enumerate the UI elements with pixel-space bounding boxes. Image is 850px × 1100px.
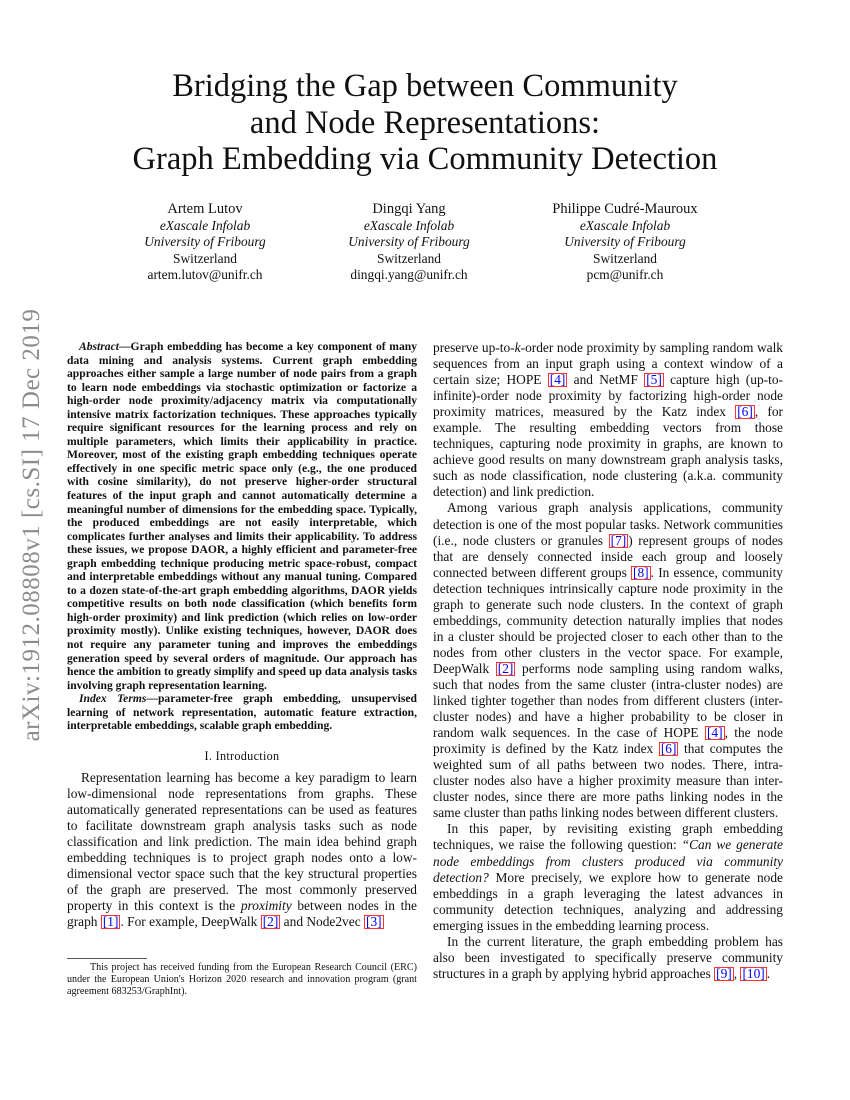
text-run: In the current literature, the graph embedding problem has also been investigated to specifically preserve community structures in a graph by applying hybrid approaches [433, 933, 783, 981]
author-name: Artem Lutov [167, 201, 243, 217]
author-name: Dingqi Yang [372, 201, 446, 217]
index-terms [67, 692, 417, 733]
author-university: University of Fribourg [348, 234, 470, 250]
footnote-rule [67, 958, 147, 959]
title-line-1: Bridging the Gap between Community [172, 68, 678, 104]
abstract [67, 340, 417, 692]
text-run: . [766, 965, 771, 981]
text-run: , [733, 965, 741, 981]
citation-link[interactable]: [2] [497, 660, 514, 676]
intro-paragraph-4 [433, 934, 783, 982]
section-heading-introduction: I. Introduction [204, 748, 280, 763]
citation-link[interactable]: [6] [660, 741, 677, 757]
author-country: Switzerland [173, 250, 237, 266]
author-country: Switzerland [377, 250, 441, 266]
arxiv-id-text: arXiv:1912.08808v1 [cs.SI] 17 Dec 2019 [18, 308, 45, 742]
author-country: Switzerland [593, 250, 657, 266]
text-run: that computes the weighted sum of all paths between two nodes. There, intra-cluster nodes also have a higher proximity measure than inter-cluster nodes, since there are more paths linking nodes in the same cluster than paths linking nodes between different clusters. [433, 741, 783, 821]
text-run: Among various graph analysis applications, community detection is one of the most popular tasks. Network communities (i.e., node clusters or granules [433, 500, 783, 548]
arxiv-side-stamp [12, 290, 52, 760]
text-run: In this paper, by revisiting existing graph embedding techniques, we raise the following question: [433, 821, 783, 853]
index-terms-text: —parameter-free graph embedding, unsupervised learning of network representation, automatic feature extraction, interpretable embeddings, scalable graph embedding. [67, 692, 417, 733]
text-run: performs node sampling using random walks, such that nodes from the same cluster (intra-cluster nodes) are linked tighter together than nodes from different clusters (inter-cluster nodes) and have a higher probability to be closer in random walk sequences. In the case of HOPE [433, 660, 783, 741]
citation-link[interactable]: [4] [549, 372, 566, 388]
author-1 [95, 200, 315, 284]
text-run: , for example. The resulting embedding vectors from those techniques, capturing node proximity in graphs, are known to achieve good results on many downstream graph analysis tasks, such as node classification, node clustering (a.k.a. community detection) and link prediction. [433, 404, 783, 500]
intro-paragraph-2 [433, 500, 783, 821]
text-run: . In essence, community detection techniques intrinsically capture node proximity in the graph to generate such node clusters. In the context of graph embeddings, community detection naturally implies that nodes in a cluster should be projected closer to each other than to the nodes from other clusters in the vector space. For example, DeepWalk [433, 564, 783, 676]
paper-title [70, 68, 780, 178]
citation-link[interactable]: [10] [742, 965, 765, 981]
funding-footnote: This project has received funding from the European Research Council (ERC) under the European Union's Horizon 2020 research and innovation program (grant agreement 683253/GraphInt). [67, 962, 417, 998]
intro-paragraph-1 [67, 770, 417, 930]
citation-link[interactable]: [2] [262, 914, 279, 930]
intro-paragraph-3 [433, 821, 783, 933]
author-university: University of Fribourg [564, 234, 686, 250]
text-run: . For example, DeepWalk [120, 914, 261, 930]
author-email[interactable]: artem.lutov@unifr.ch [147, 267, 263, 283]
citation-link[interactable]: [7] [610, 532, 627, 548]
author-lab: eXascale Infolab [159, 218, 251, 233]
citation-link[interactable]: [5] [646, 372, 662, 388]
author-3 [515, 200, 735, 284]
citation-link[interactable]: [4] [706, 725, 723, 741]
text-run: between nodes in the graph [67, 898, 417, 930]
text-run: and NetMF [567, 372, 645, 388]
research-question: “Can we generate node embeddings from clusters produced via community detection? [433, 837, 783, 885]
citation-link[interactable]: [6] [737, 404, 753, 420]
citation-link[interactable]: [3] [366, 914, 382, 930]
title-line-2: and Node Representations: [249, 104, 601, 141]
abstract-text: —Graph embedding has become a key component of many data mining and analysis systems. Current graph embedding approaches either sample a large number of node pairs from a graph to learn node embeddings via stochastic optimization or factorize a high-order node proximity/adjacency matrix via computationally intensive matrix factorization techniques. These approaches typically require significant resources for the learning process and rely on multiple parameters, which limits their applicability in practice. Moreover, most of the existing graph embedding techniques operate effectively in one specific metric space only (e.g., the one produced with cosine similarity), do not preserve higher-order structural features of the input graph and cannot automatically determine a meaningful number of dimensions for the embedding space. Typically, the produced embeddings are not easily interpretable, which complicates further analyses and limits their applicability. To address these issues, we propose DAOR, a highly efficient and parameter-free graph embedding technique producing metric space-robust, compact and interpretable embeddings without any manual tuning. Compared to a dozen state-of-the-art graph embedding algorithms, DAOR yields competitive results on both node classification (which benefits form high-order proximity) and link prediction (which relies on low-order proximity mostly). Unlike existing techniques, however, DAOR does not require any parameter tuning and improves the embeddings generation speed by several orders of magnitude. Our approach has hence the ambition to greatly simplify and speed up data analysis tasks involving graph representation learning. [67, 340, 417, 692]
author-2 [299, 200, 519, 284]
citation-link[interactable]: [1] [102, 914, 119, 930]
emphasis-proximity: proximity [240, 898, 292, 914]
abstract-lead: Abstract [79, 340, 119, 353]
right-column [433, 340, 783, 982]
text-run: -order node proximity by sampling random walk sequences from an input graph using a context window of a certain size; HOPE [433, 340, 783, 388]
math-k: k [514, 340, 521, 355]
citation-link[interactable]: [8] [633, 564, 649, 580]
continued-paragraph [433, 340, 783, 500]
author-lab: eXascale Infolab [579, 218, 671, 233]
text-run: ) represent groups of nodes that are densely connected inside each group and loosely connected between different groups [433, 532, 783, 580]
author-name: Philippe Cudré-Mauroux [552, 201, 698, 217]
author-email[interactable]: dingqi.yang@unifr.ch [350, 267, 468, 283]
text-run: More precisely, we explore how to generate node embeddings in a graph leveraging the latest advances in community detection techniques, analyzing and addressing emerging issues in the embedding learning process. [433, 869, 783, 933]
author-university: University of Fribourg [144, 234, 266, 250]
text-run: capture high (up-to-infinite)-order node proximity by factorizing high-order node proximity matrices, measured by the Katz index [433, 372, 783, 420]
text-run: Representation learning has become a key paradigm to learn low-dimensional node representations from graphs. These automatically generated representations can be used as features to facilitate downstream graph analysis tasks such as node classification and link prediction. The main idea behind graph embedding techniques is to project graph nodes onto a low-dimensional vector space such that the key structural properties of the graph are preserved. The most commonly preserved property in this context is the [67, 769, 417, 914]
author-email[interactable]: pcm@unifr.ch [586, 267, 664, 283]
index-terms-lead: Index Terms [79, 692, 147, 706]
citation-link[interactable]: [9] [716, 965, 732, 981]
left-column [67, 340, 417, 930]
author-lab: eXascale Infolab [363, 218, 455, 233]
text-run: and Node2vec [280, 914, 364, 930]
text-run: preserve up-to- [433, 340, 515, 355]
title-line-3: Graph Embedding via Community Detection [132, 141, 718, 177]
text-run: , the node proximity is defined by the Katz index [433, 725, 783, 757]
